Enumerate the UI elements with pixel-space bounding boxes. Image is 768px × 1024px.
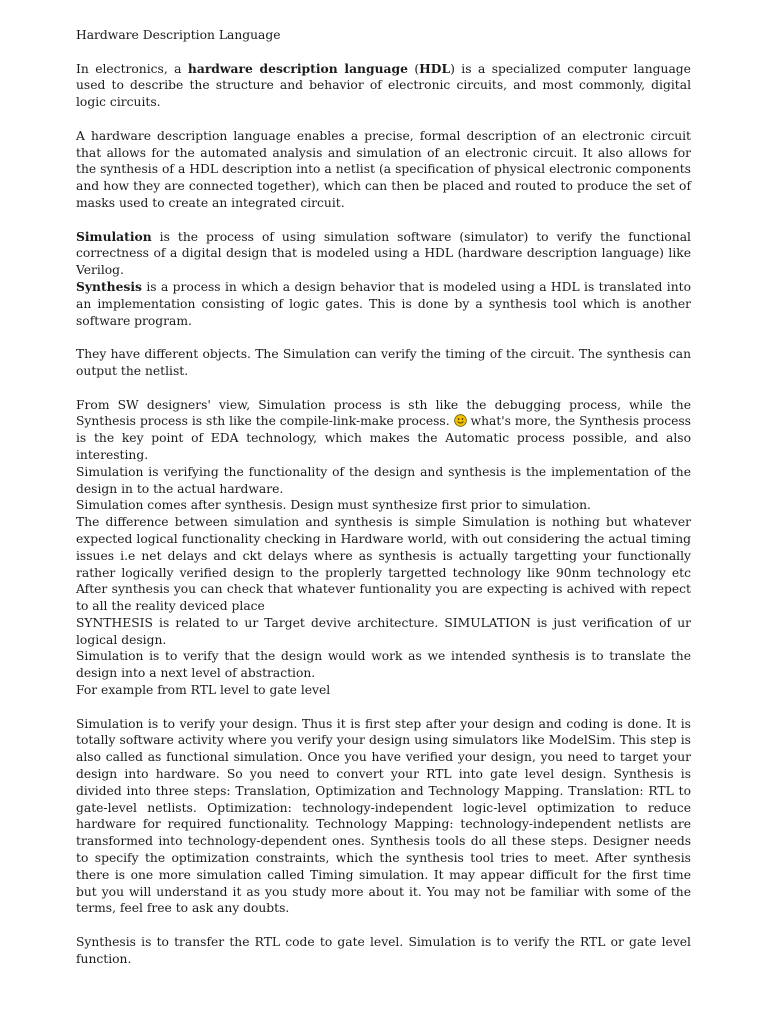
paragraph-verify-design: Simulation is to verify your design. Thus it is first step after your design and coding is done. It is totally software activity where you verify your design using simulators like ModelSim. This step is also called as functional simulation. Once you have verified your design, you need to target your design into hardware. So you need to convert your RTL into gate level design. Synthesis is divided into three steps: Translation, Optimization and Technology Mapping. Translation: RTL to gate-level netlists. Optimization: technology-independent logic-level optimization to reduce hardware for required functionality. Technology Mapping: technology-independent netlists are transformed into technology-dependent ones. Synthesis tools do all these steps. Designer needs to specify the optimization constraints, which the synthesis tool tries to meet. After synthesis there is one more simulation called Timing simulation. It may appear difficult for the first time but you will understand it as you study more about it. You may not be familiar with some of the terms, feel free to ask any doubts.: [76, 716, 691, 916]
paragraph-abstraction: Simulation is to verify that the design would work as we intended synthesis is to translate the design into a next level of abstraction.: [76, 649, 691, 681]
paragraph-comes-after: Simulation comes after synthesis. Design must synthesize first prior to simulation.: [76, 498, 591, 513]
paragraph-difference: The difference between simulation and synthesis is simple Simulation is nothing but whatever expected logical functionality checking in Hardware world, with out considering the actual timing issues i.e net delays and ckt delays where as synthesis is actually targetting your functionally rather logically verified design to the proplerly targetted technology like 90nm technology etc After synthesis you can check that whatever funtionality you are expecting is achived with repect to all the reality deviced place: [76, 515, 691, 614]
document-title: Hardware Description Language: [76, 28, 281, 42]
paragraph-intro: In electronics, a hardware description language (HDL) is a specialized computer language used to describe the structure and behavior of electronic circuits, and most commonly, digital logic circuits.: [76, 60, 691, 110]
paragraph-example-rtl: For example from RTL level to gate level: [76, 683, 331, 698]
term-simulation: Simulation: [76, 228, 152, 244]
smiley-icon: [454, 414, 467, 427]
paragraph-target-architecture: SYNTHESIS is related to ur Target devive architecture. SIMULATION is just verification of ur logical design.: [76, 615, 691, 647]
term-hdl-full: hardware description language: [187, 60, 408, 76]
paragraph-synthesis-definition: Synthesis is a process in which a design behavior that is modeled using a HDL is translated into an implementation consisting of logic gates. This is done by a synthesis tool which is another software program.: [76, 278, 691, 328]
paragraph-different-objects: They have different objects. The Simulation can verify the timing of the circuit. The synthesis can output the netlist.: [76, 347, 691, 378]
paragraph-sw-view: From SW designers' view, Simulation process is sth like the debugging process, while the Synthesis process is sth like the compile-link-make process. what's more, the Synthesis process is the key point of EDA technology, which makes the Automatic process possible, and also interesting.: [76, 397, 691, 462]
term-hdl-abbr: HDL: [419, 60, 451, 76]
paragraph-simulation-definition: Simulation is the process of using simulation software (simulator) to verify the functional correctness of a digital design that is modeled using a HDL (hardware description language) like Verilog.: [76, 228, 691, 278]
paragraph-verifying-functionality: Simulation is verifying the functionality of the design and synthesis is the implementation of the design in to the actual hardware.: [76, 464, 691, 496]
paragraph-transfer-rtl: Synthesis is to transfer the RTL code to gate level. Simulation is to verify the RTL or gate level function.: [76, 935, 691, 966]
term-synthesis: Synthesis: [76, 278, 142, 294]
paragraph-hdl-description: A hardware description language enables a precise, formal description of an electronic circuit that allows for the automated analysis and simulation of an electronic circuit. It also allows for the synthesis of a HDL description into a netlist (a specification of physical electronic components and how they are connected together), which can then be placed and routed to produce the set of masks used to create an integrated circuit.: [76, 128, 691, 210]
